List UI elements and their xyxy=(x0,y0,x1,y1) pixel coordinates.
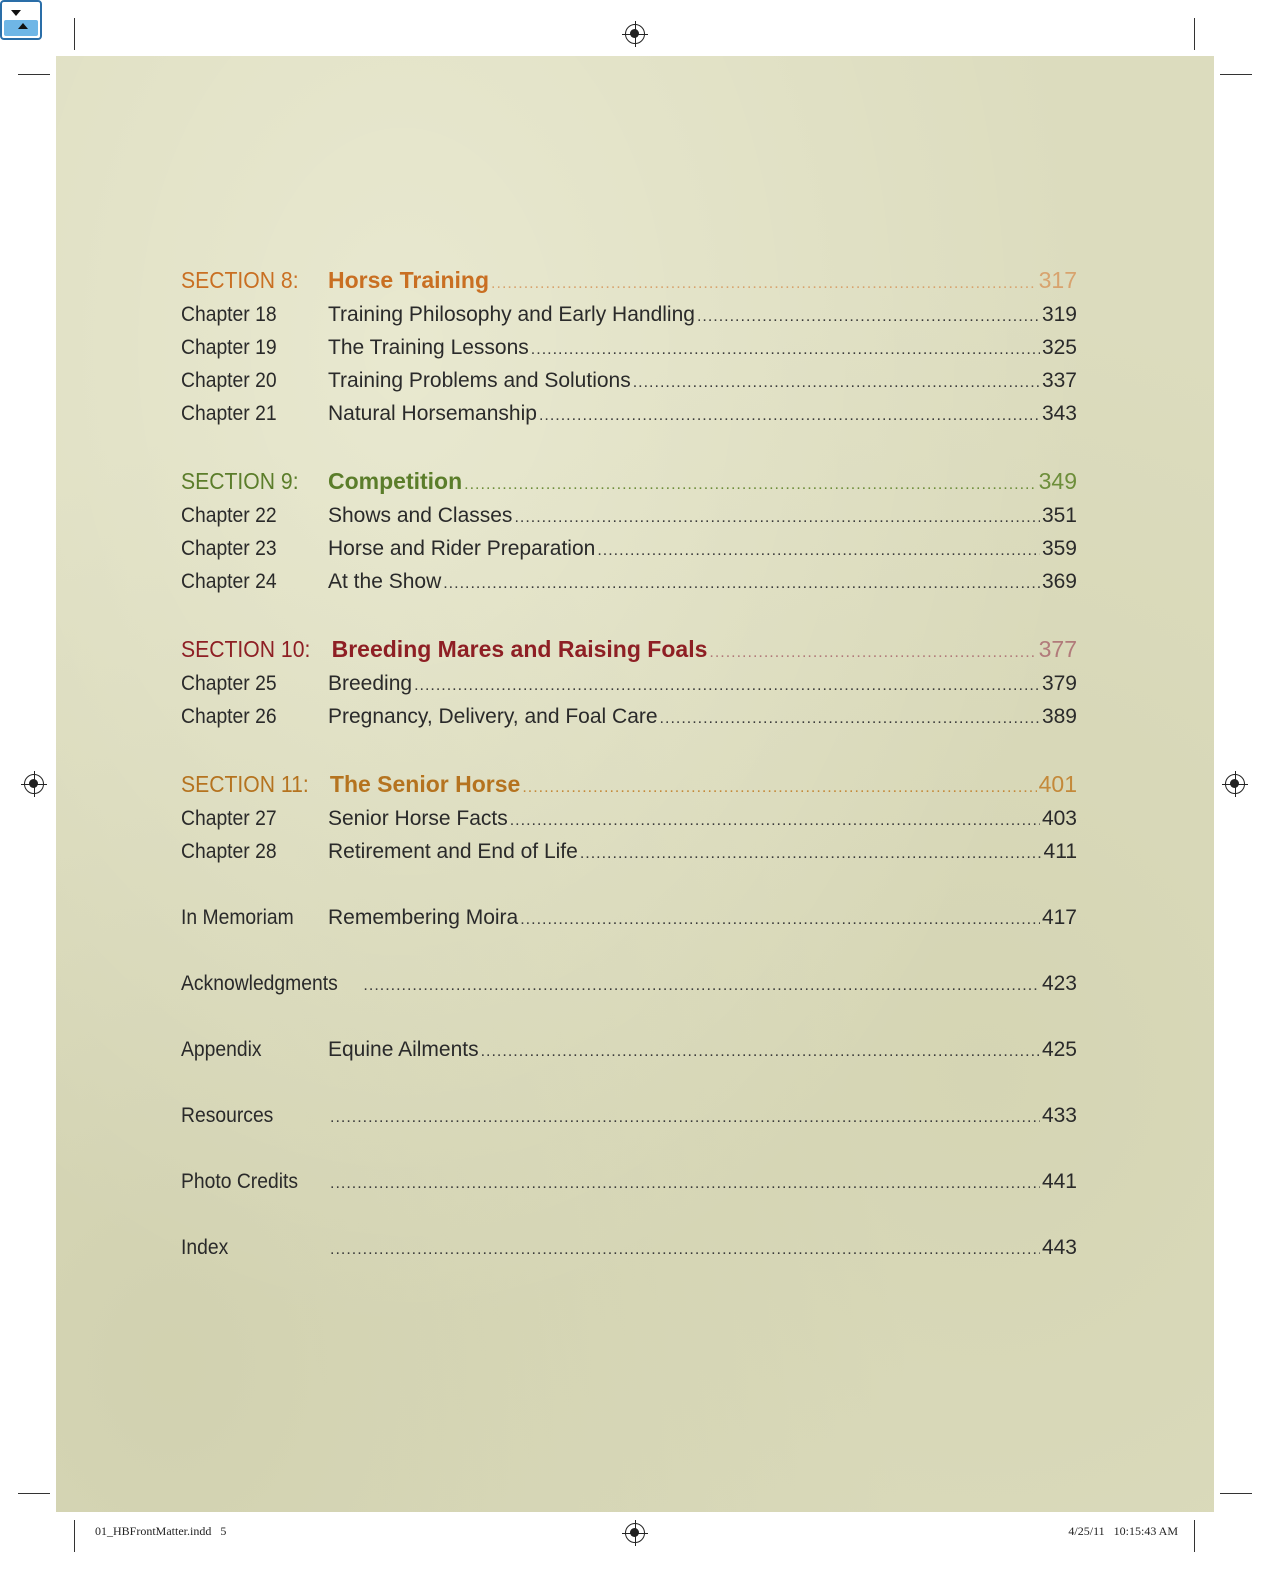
chapter-title: Training Problems and Solutions xyxy=(328,369,631,392)
page-number: 349 xyxy=(1038,468,1077,494)
table-of-contents xyxy=(181,262,1077,1264)
toc-row-acknowledgments[interactable] xyxy=(181,967,1077,1000)
page-number: 319 xyxy=(1041,303,1077,326)
section-label: SECTION 9: xyxy=(181,468,299,494)
page-number: 377 xyxy=(1038,636,1077,662)
chapter-title: Retirement and End of Life xyxy=(328,840,578,863)
toc-row-index[interactable] xyxy=(181,1231,1077,1264)
chapter-label: Chapter 24 xyxy=(181,570,277,593)
toc-row-in-memoriam[interactable] xyxy=(181,901,1077,934)
chapter-title: Natural Horsemanship xyxy=(328,402,537,425)
page-number: 343 xyxy=(1041,402,1077,425)
spacer xyxy=(181,934,1077,967)
page-number: 441 xyxy=(1041,1170,1077,1193)
dot-leader xyxy=(539,399,1040,432)
page-number: 417 xyxy=(1041,906,1077,929)
chapter-label: Chapter 18 xyxy=(181,303,277,326)
entry-label: Photo Credits xyxy=(181,1170,299,1193)
entry-label: In Memoriam xyxy=(181,906,294,929)
chapter-label: Chapter 27 xyxy=(181,807,277,830)
chapter-label: Chapter 20 xyxy=(181,369,277,392)
page-number: 317 xyxy=(1038,267,1077,293)
toc-row[interactable] xyxy=(181,331,1077,364)
section-label: SECTION 8: xyxy=(181,267,299,293)
section-title: Breeding Mares and Raising Foals xyxy=(331,636,708,662)
spacer xyxy=(181,1066,1077,1099)
page-number: 359 xyxy=(1041,537,1077,560)
dot-leader xyxy=(709,635,1036,671)
section-label: SECTION 11: xyxy=(181,771,309,797)
crop-mark-left-top xyxy=(18,74,50,75)
chapter-title: Shows and Classes xyxy=(328,504,513,527)
spacer xyxy=(181,868,1077,901)
next-page-button[interactable] xyxy=(2,2,40,20)
toc-row[interactable] xyxy=(181,565,1077,598)
previous-page-button[interactable] xyxy=(4,20,38,36)
dot-leader xyxy=(580,837,1042,870)
dot-leader xyxy=(531,333,1040,366)
page-number: 425 xyxy=(1041,1038,1077,1061)
toc-row-appendix[interactable] xyxy=(181,1033,1077,1066)
spacer xyxy=(181,1198,1077,1231)
dot-leader xyxy=(697,300,1040,333)
dot-leader xyxy=(330,1233,1040,1266)
page-number: 389 xyxy=(1041,705,1077,728)
spacer xyxy=(181,1000,1077,1033)
dot-leader xyxy=(522,770,1036,806)
crop-mark-right-bottom xyxy=(1220,1493,1252,1494)
chapter-label: Chapter 22 xyxy=(181,504,277,527)
toc-row[interactable] xyxy=(181,802,1077,835)
section-title: Competition xyxy=(328,468,463,494)
dot-leader xyxy=(481,1035,1040,1068)
section-label: SECTION 10: xyxy=(181,636,311,662)
page-number: 403 xyxy=(1041,807,1077,830)
entry-label: Index xyxy=(181,1236,229,1259)
dot-leader xyxy=(443,567,1040,600)
toc-row-resources[interactable] xyxy=(181,1099,1077,1132)
chapter-label: Chapter 21 xyxy=(181,402,277,425)
crop-mark-right-top xyxy=(1220,74,1252,75)
chapter-label: Chapter 25 xyxy=(181,672,277,695)
dot-leader xyxy=(514,501,1040,534)
registration-mark-top-icon xyxy=(625,24,645,44)
registration-mark-right-icon xyxy=(1225,774,1245,794)
chapter-label: Chapter 19 xyxy=(181,336,277,359)
page-nav-toggle-button[interactable] xyxy=(0,0,42,40)
section-9-entry[interactable] xyxy=(181,463,1077,499)
crop-mark-bottom-left xyxy=(74,1520,75,1552)
toc-row[interactable] xyxy=(181,700,1077,733)
dot-leader xyxy=(520,903,1040,936)
crop-mark-top-left xyxy=(74,18,75,50)
chapter-title: Senior Horse Facts xyxy=(328,807,508,830)
page-number: 337 xyxy=(1041,369,1077,392)
entry-title: Remembering Moira xyxy=(328,906,519,929)
chapter-title: Training Philosophy and Early Handling xyxy=(328,303,695,326)
dot-leader xyxy=(464,467,1036,503)
entry-label: Acknowledgments xyxy=(181,972,338,995)
chapter-title: Pregnancy, Delivery, and Foal Care xyxy=(328,705,658,728)
chevron-up-icon xyxy=(18,23,28,29)
chapter-title: At the Show xyxy=(328,570,442,593)
chapter-title: Horse and Rider Preparation xyxy=(328,537,596,560)
page-number: 423 xyxy=(1041,972,1077,995)
entry-title: Equine Ailments xyxy=(328,1038,479,1061)
spacer xyxy=(181,598,1077,631)
dot-leader xyxy=(510,804,1040,837)
spacer xyxy=(181,733,1077,766)
entry-label: Appendix xyxy=(181,1038,262,1061)
dot-leader xyxy=(660,702,1040,735)
page-number: 325 xyxy=(1041,336,1077,359)
chapter-label: Chapter 28 xyxy=(181,840,277,863)
section-10-entry[interactable] xyxy=(181,631,1077,667)
spacer xyxy=(181,1132,1077,1165)
toc-row[interactable] xyxy=(181,397,1077,430)
dot-leader xyxy=(597,534,1040,567)
slug-file-name: 01_HBFrontMatter.indd 5 xyxy=(95,1524,227,1538)
page-number: 401 xyxy=(1038,771,1077,797)
chapter-title: The Training Lessons xyxy=(328,336,529,359)
toc-row[interactable] xyxy=(181,364,1077,397)
entry-label: Resources xyxy=(181,1104,274,1127)
section-8-entry[interactable] xyxy=(181,262,1077,298)
section-11-entry[interactable] xyxy=(181,766,1077,802)
toc-row[interactable] xyxy=(181,667,1077,700)
chapter-title: Breeding xyxy=(328,672,413,695)
dot-leader xyxy=(330,1101,1040,1134)
dot-leader xyxy=(633,366,1040,399)
crop-mark-top-right xyxy=(1194,18,1195,50)
slug-timestamp: 4/25/11 10:15:43 AM xyxy=(1068,1524,1178,1538)
crop-mark-left-bottom xyxy=(18,1493,50,1494)
section-title: The Senior Horse xyxy=(329,771,521,797)
page-number: 369 xyxy=(1041,570,1077,593)
registration-mark-bottom-icon xyxy=(625,1523,645,1543)
toc-row-photo-credits[interactable] xyxy=(181,1165,1077,1198)
crop-mark-bottom-right xyxy=(1194,1520,1195,1552)
spacer xyxy=(181,430,1077,463)
chapter-label: Chapter 26 xyxy=(181,705,277,728)
dot-leader xyxy=(330,1167,1040,1200)
registration-mark-left-icon xyxy=(24,774,44,794)
page-number: 351 xyxy=(1041,504,1077,527)
dot-leader xyxy=(363,969,1040,1002)
chapter-label: Chapter 23 xyxy=(181,537,277,560)
toc-row[interactable] xyxy=(181,532,1077,565)
chevron-down-icon xyxy=(11,10,21,16)
page-number: 443 xyxy=(1041,1236,1077,1259)
toc-row[interactable] xyxy=(181,835,1077,868)
dot-leader xyxy=(414,669,1040,702)
toc-row[interactable] xyxy=(181,499,1077,532)
page-number: 433 xyxy=(1041,1104,1077,1127)
page-number: 379 xyxy=(1041,672,1077,695)
section-title: Horse Training xyxy=(328,267,490,293)
page-number: 411 xyxy=(1043,840,1077,863)
dot-leader xyxy=(491,266,1037,302)
toc-row[interactable] xyxy=(181,298,1077,331)
